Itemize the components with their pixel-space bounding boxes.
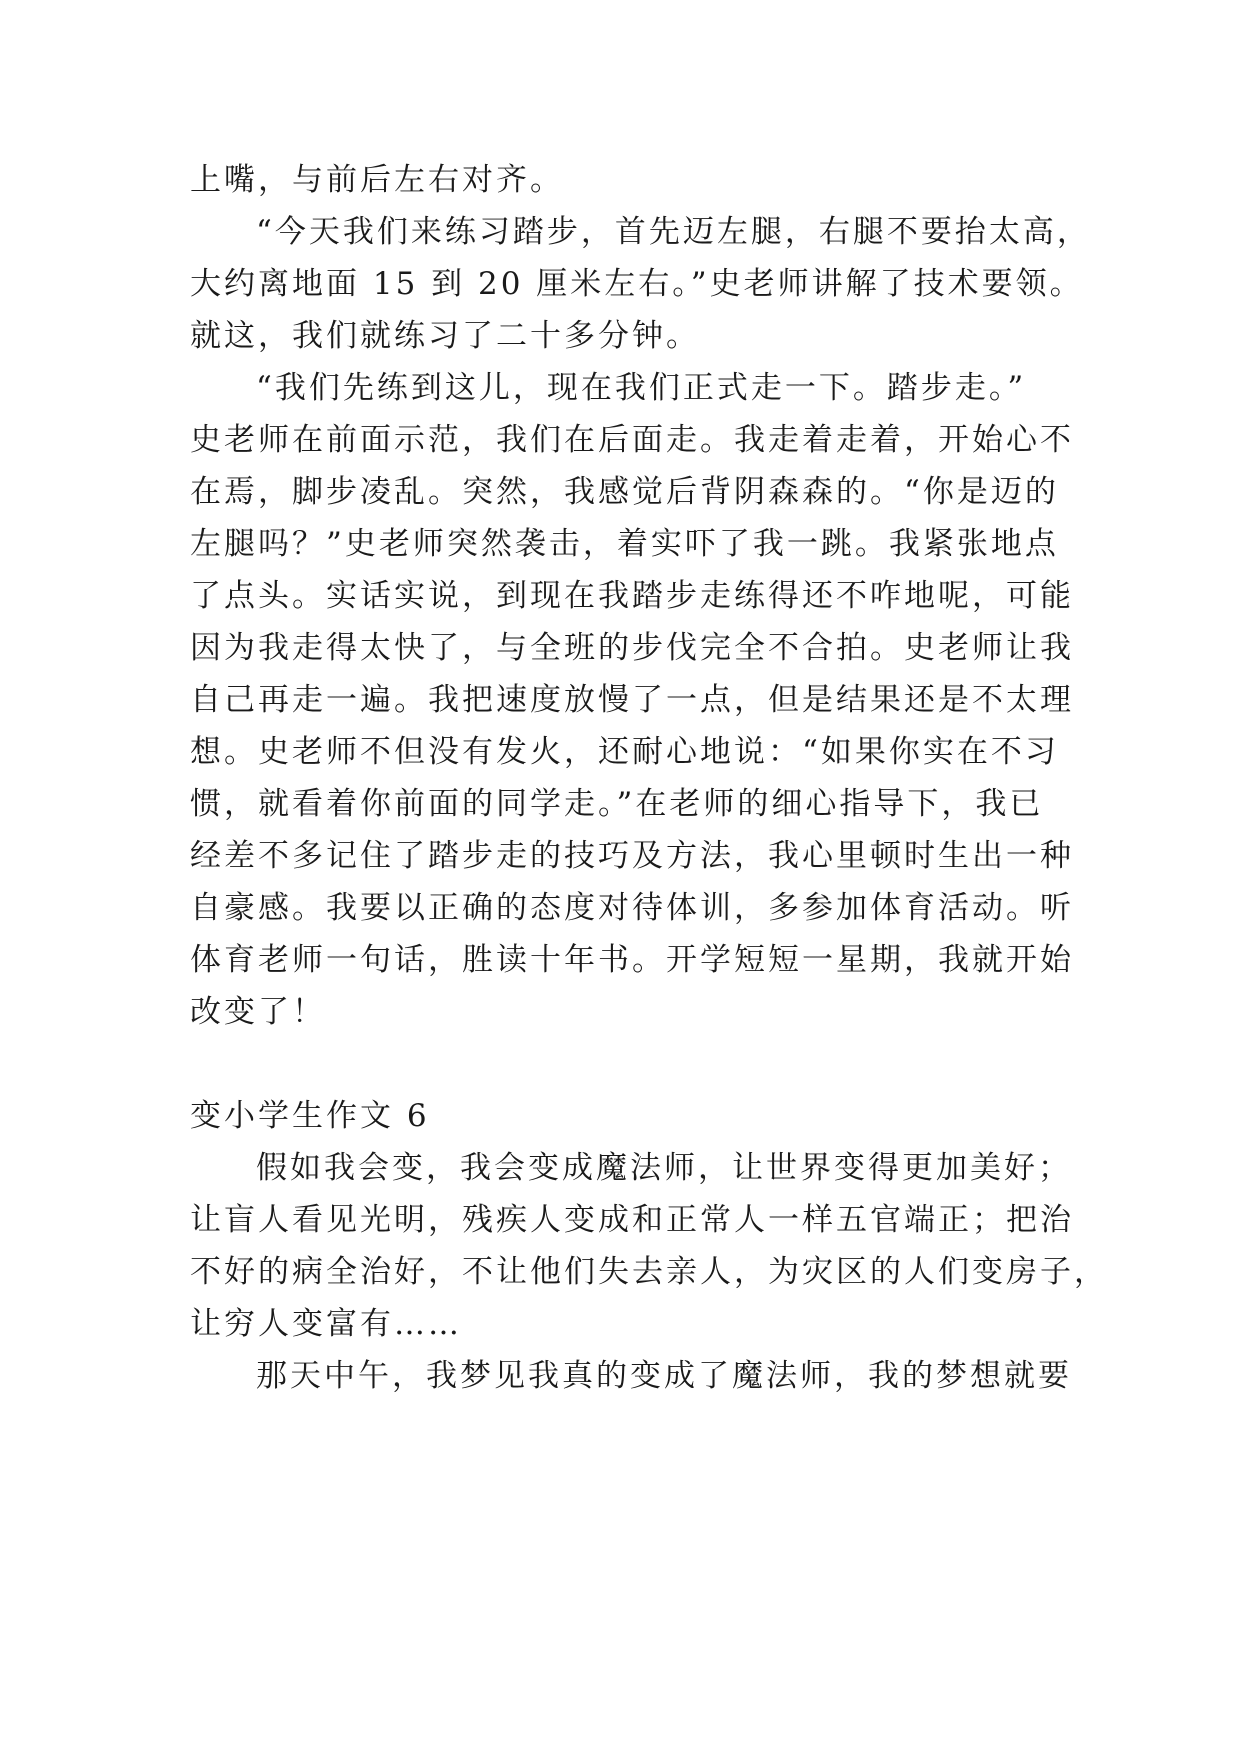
text-line: 惯，就看着你前面的同学走。”在老师的细心指导下，我已 xyxy=(190,786,1044,822)
text-line: 上嘴，与前后左右对齐。 xyxy=(190,162,564,198)
text-line: 自豪感。我要以正确的态度对待体训，多参加体育活动。听 xyxy=(190,890,1074,926)
text-line: 改变了！ xyxy=(190,994,326,1030)
text-line: 让穷人变富有…… xyxy=(190,1306,462,1342)
text-line: “我们先练到这儿，现在我们正式走一下。踏步走。” xyxy=(256,370,1027,406)
text-line: 自己再走一遍。我把速度放慢了一点，但是结果还是不太理 xyxy=(190,682,1074,718)
text-line: 因为我走得太快了，与全班的步伐完全不合拍。史老师让我 xyxy=(190,630,1074,666)
text-line: 想。史老师不但没有发火，还耐心地说：“如果你实在不习 xyxy=(190,734,1059,770)
text-line: 体育老师一句话，胜读十年书。开学短短一星期，我就开始 xyxy=(190,942,1074,978)
text-line: 在焉，脚步凌乱。突然，我感觉后背阴森森的。“你是迈的 xyxy=(190,474,1059,510)
text-line: “今天我们来练习踏步，首先迈左腿，右腿不要抬太高， xyxy=(256,214,1091,250)
text-line: 不好的病全治好，不让他们失去亲人，为灾区的人们变房子， xyxy=(190,1254,1108,1290)
text-line: 让盲人看见光明，残疾人变成和正常人一样五官端正；把治 xyxy=(190,1202,1074,1238)
text-line: 大约离地面 15 到 20 厘米左右。”史老师讲解了技术要领。 xyxy=(190,266,1084,302)
text-line: 了点头。实话实说，到现在我踏步走练得还不咋地呢，可能 xyxy=(190,578,1074,614)
section-heading: 变小学生作文 6 xyxy=(190,1098,430,1134)
text-line: 左腿吗？”史老师突然袭击，着实吓了我一跳。我紧张地点 xyxy=(190,526,1059,562)
text-line: 就这，我们就练习了二十多分钟。 xyxy=(190,318,700,354)
text-line: 那天中午，我梦见我真的变成了魔法师，我的梦想就要 xyxy=(256,1358,1072,1394)
text-line: 史老师在前面示范，我们在后面走。我走着走着，开始心不 xyxy=(190,422,1074,458)
text-line: 假如我会变，我会变成魔法师，让世界变得更加美好； xyxy=(256,1150,1072,1186)
text-line: 经差不多记住了踏步走的技巧及方法，我心里顿时生出一种 xyxy=(190,838,1074,874)
